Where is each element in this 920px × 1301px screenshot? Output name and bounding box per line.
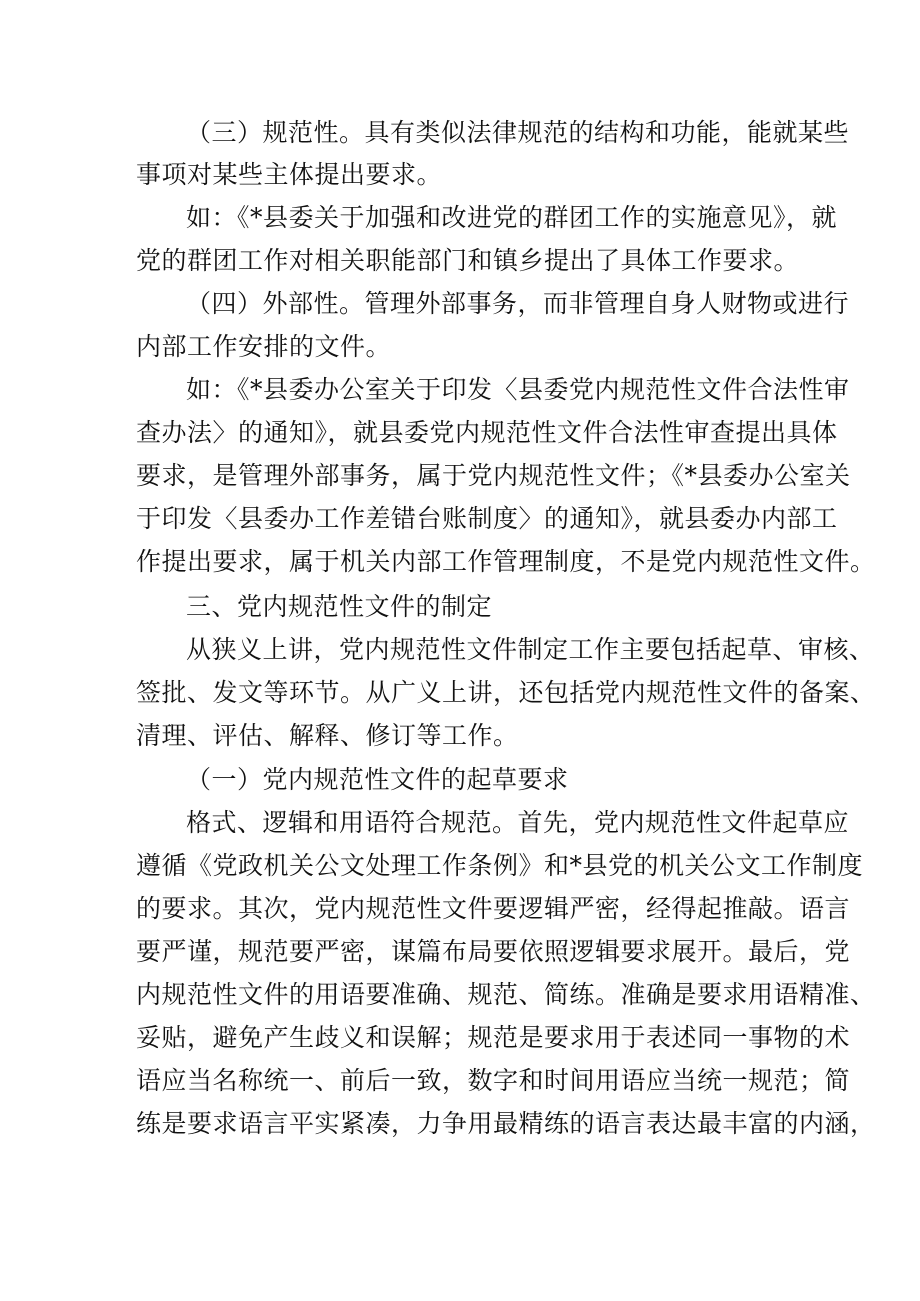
paragraph-line: （三）规范性。具有类似法律规范的结构和功能，能就某些 bbox=[186, 118, 850, 147]
paragraph-line: 从狭义上讲，党内规范性文件制定工作主要包括起草、审核、 bbox=[186, 635, 875, 664]
paragraph-line: 要求，是管理外部事务，属于党内规范性文件；《*县委办公室关 bbox=[136, 461, 851, 490]
paragraph-line: 要严谨，规范要严密，谋篇布局要依照逻辑要求展开。最后，党 bbox=[136, 937, 851, 966]
paragraph-line: 语应当名称统一、前后一致，数字和时间用语应当统一规范；简 bbox=[136, 1066, 851, 1095]
paragraph-line: 作提出要求，属于机关内部工作管理制度，不是党内规范性文件。 bbox=[136, 547, 876, 576]
subsection-heading: （一）党内规范性文件的起草要求 bbox=[186, 765, 569, 794]
paragraph-line: 的要求。其次，党内规范性文件要逻辑严密，经得起推敲。语言 bbox=[136, 894, 851, 923]
paragraph-line: 于印发〈县委办工作差错台账制度〉的通知》，就县委办内部工 bbox=[136, 504, 838, 533]
paragraph-line: 内部工作安排的文件。 bbox=[136, 332, 392, 361]
paragraph-line: 党的群团工作对相关职能部门和镇乡提出了具体工作要求。 bbox=[136, 246, 800, 275]
paragraph-line: 事项对某些主体提出要求。 bbox=[136, 160, 443, 189]
paragraph-line: （四）外部性。管理外部事务，而非管理自身人财物或进行 bbox=[186, 289, 850, 318]
paragraph-line: 格式、逻辑和用语符合规范。首先，党内规范性文件起草应 bbox=[186, 808, 850, 837]
paragraph-line: 查办法〉的通知》，就县委党内规范性文件合法性审查提出具体 bbox=[136, 418, 838, 447]
paragraph-line: 内规范性文件的用语要准确、规范、简练。准确是要求用语精准、 bbox=[136, 980, 876, 1009]
paragraph-line: 如：《*县委办公室关于印发〈县委党内规范性文件合法性审 bbox=[186, 375, 850, 404]
paragraph-line: 签批、发文等环节。从广义上讲，还包括党内规范性文件的备案、 bbox=[136, 678, 876, 707]
paragraph-line: 如：《*县委关于加强和改进党的群团工作的实施意见》，就 bbox=[186, 203, 838, 232]
section-heading: 三、党内规范性文件的制定 bbox=[186, 592, 493, 621]
paragraph-line: 练是要求语言平实紧凑，力争用最精练的语言表达最丰富的内涵， bbox=[136, 1109, 876, 1138]
paragraph-line: 妥贴，避免产生歧义和误解；规范是要求用于表述同一事物的术 bbox=[136, 1023, 851, 1052]
paragraph-line: 遵循《党政机关公文处理工作条例》和*县党的机关公文工作制度 bbox=[136, 851, 864, 880]
paragraph-line: 清理、评估、解释、修订等工作。 bbox=[136, 721, 519, 750]
